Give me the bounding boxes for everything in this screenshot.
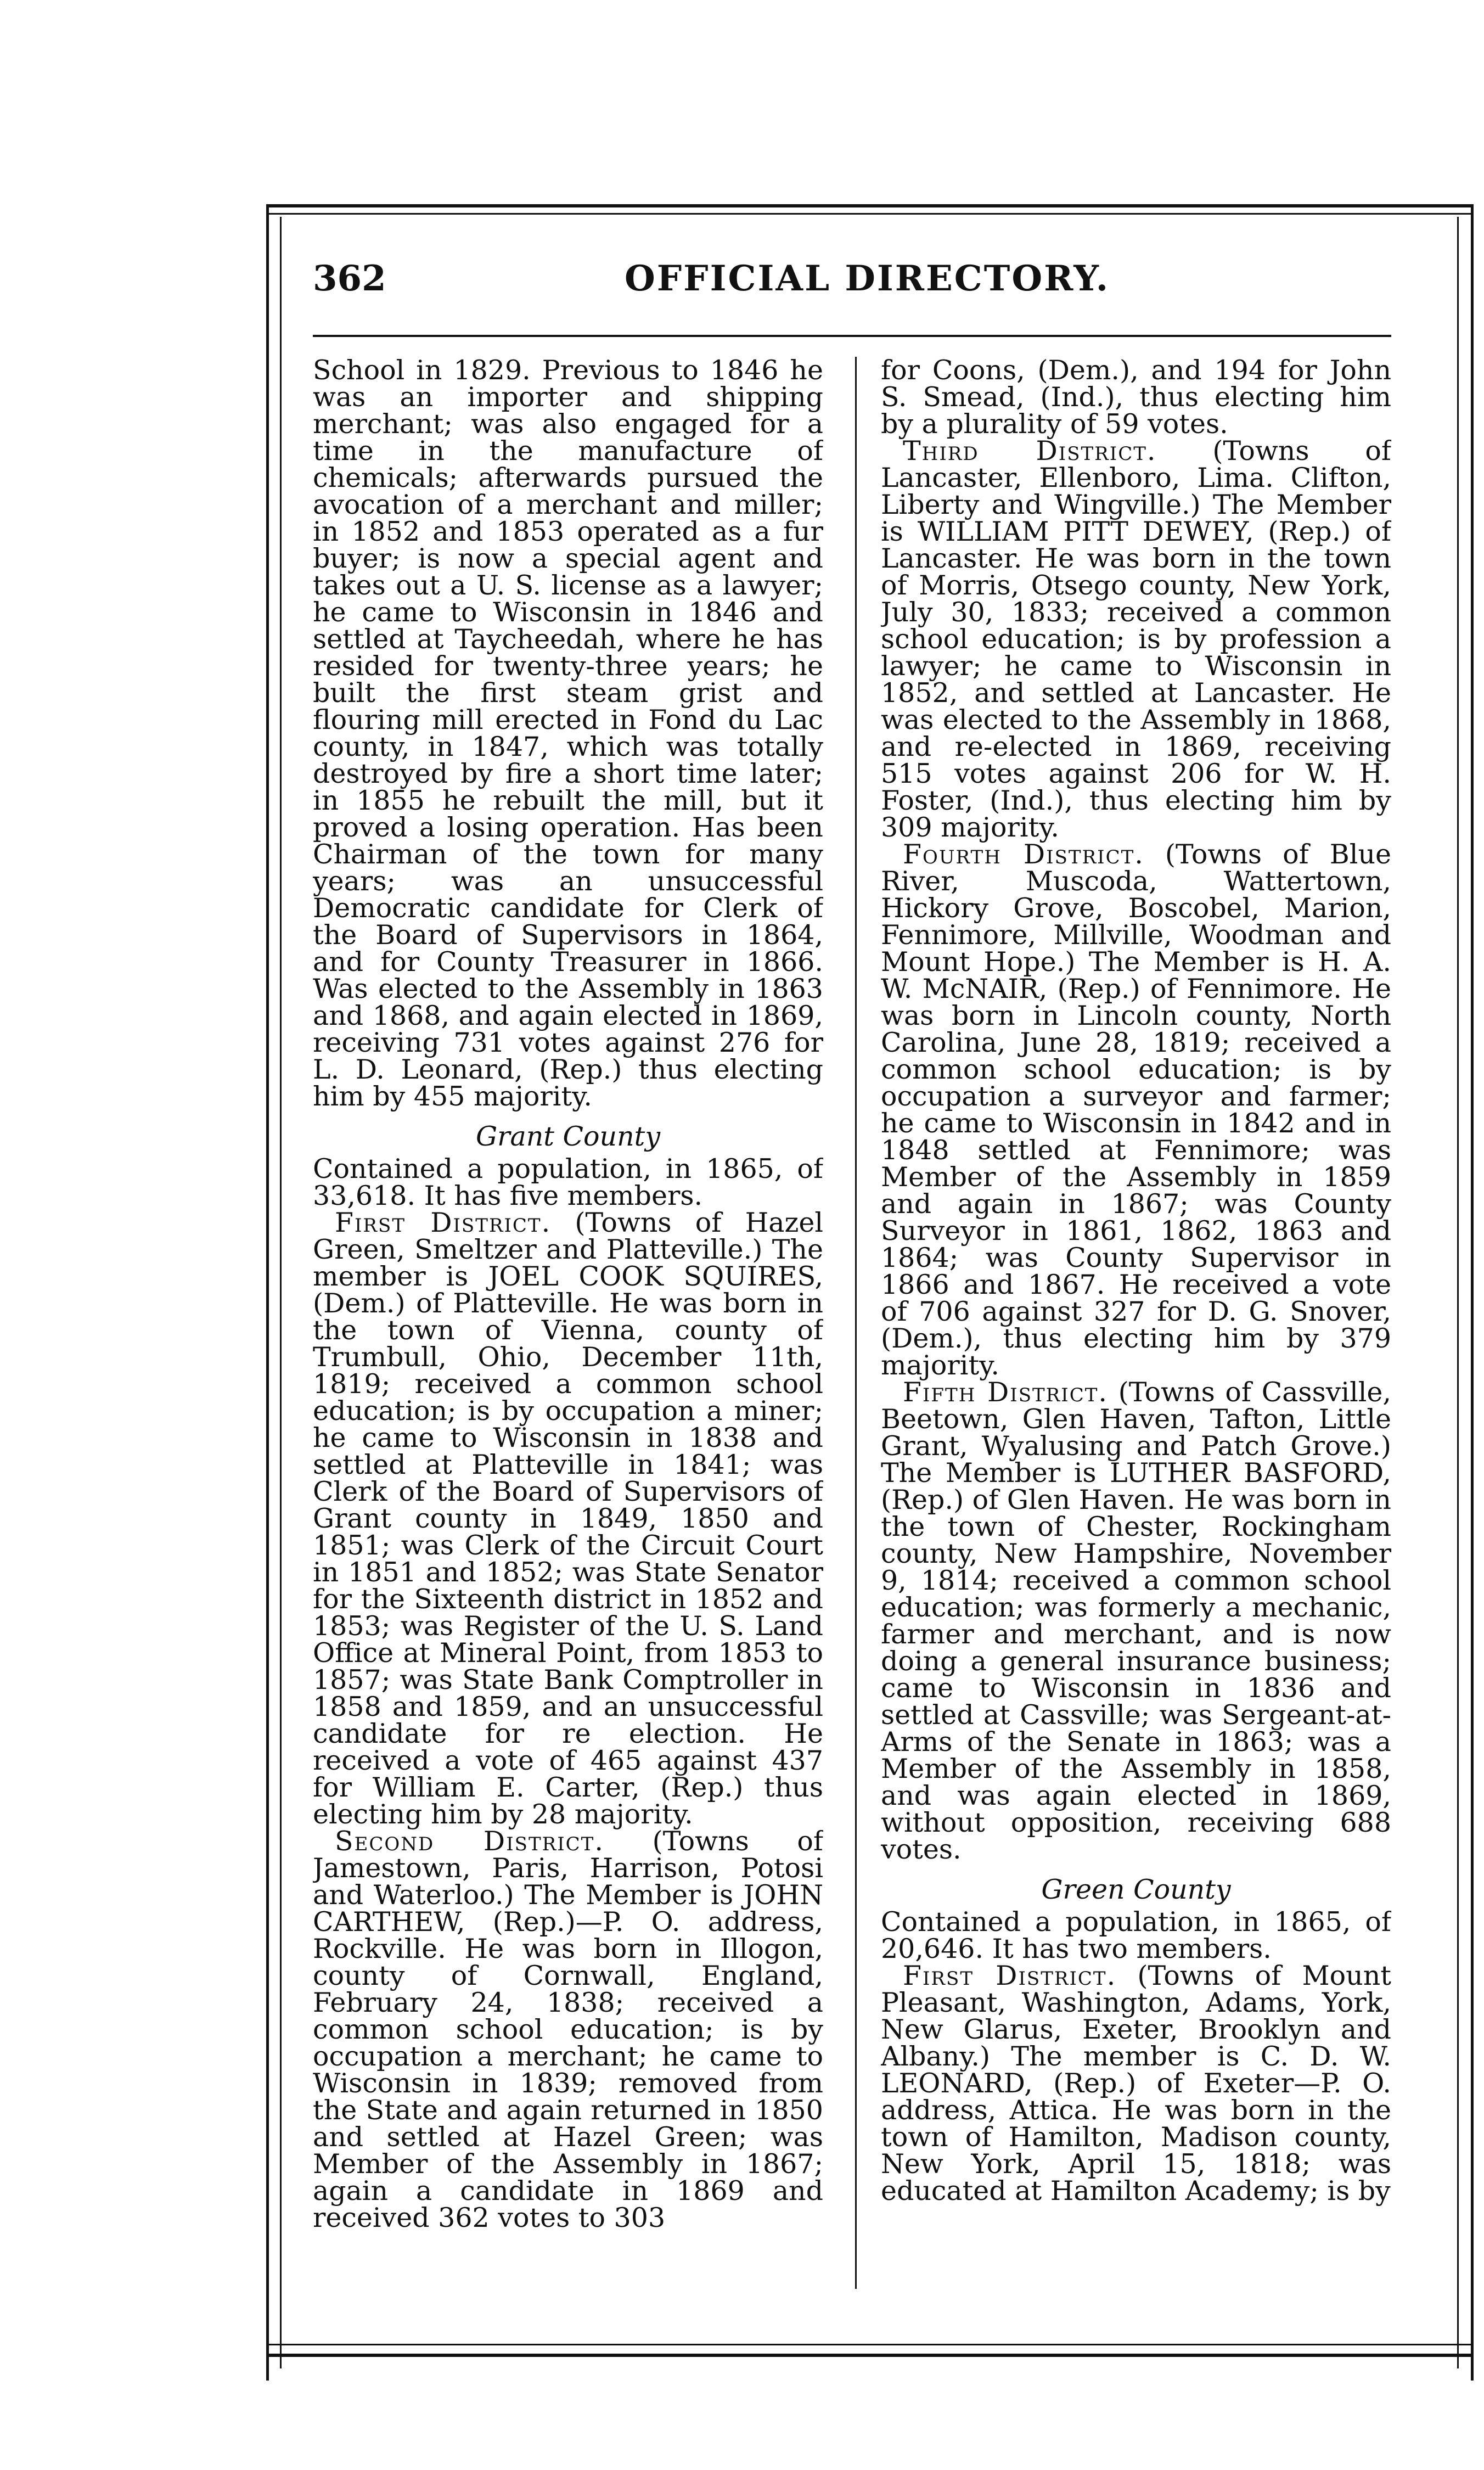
bottom-double-rule-thick xyxy=(266,2354,1474,2357)
green-first-district xyxy=(881,1960,1391,2207)
district-label: Fifth District. xyxy=(903,1377,1108,1408)
left-border-inner xyxy=(280,217,282,2368)
county-heading-green: Green County xyxy=(1041,1874,1231,1905)
grant-fifth-district xyxy=(881,1379,1391,1863)
bottom-double-rule-thin xyxy=(266,2344,1474,2345)
district-text: (Towns of Lancaster, Ellenboro, Lima. Clifton, Liberty and Wingville.) The Member is WILLIAM PITT DEWEY, (Rep.) of Lancaster. He was born in the town of Morris, Otsego county, New York, July 30, 1833; received a common school education; is by profession a lawyer; he came to Wisconsin in 1852, and settled at Lancaster. He was elected to the Assembly in 1868, and re-elected in 1869, receiving 515 votes against 206 for W. H. Foster, (Ind.), thus electing him by 309 majority. xyxy=(881,435,1391,843)
green-population: Contained a population, in 1865, of 20,646. It has two members. xyxy=(881,1906,1391,1964)
continued-biography: School in 1829. Previous to 1846 he was an importer and shipping merchant; was also engaged for a time in the manufacture of chemicals; afterwards pursued the avocation of a merchant and miller; in 1852 and 1853 operated as a fur buyer; is now a special agent and takes out a U. S. license as a lawyer; he came to Wisconsin in 1846 and settled at Taycheedah, where he has resided for twenty-three years; he built the first steam grist and flouring mill erected in Fond du Lac county, in 1847, which was totally destroyed by fire a short time later; in 1855 he rebuilt the mill, but it proved a losing operation. Has been Chairman of the town for many years; was an unsuccessful Democratic candidate for Clerk of the Board of Supervisors in 1864, and for County Treasurer in 1866. Was elected to the Assembly in 1863 and 1868, and again elected in 1869, receiving 731 votes against 276 for L. D. Leonard, (Rep.) thus electing him by 455 majority. xyxy=(313,357,823,1112)
left-column xyxy=(313,357,823,2278)
right-column xyxy=(881,357,1391,2278)
district-text: (Towns of Hazel Green, Smeltzer and Platteville.) The member is JOEL COOK SQUIRES, (Dem.) of Platteville. He was born in the town of Vienna, county of Trumbull, Ohio, December 11th, 1819; received a common school education; is by occupation a miner; he came to Wisconsin in 1838 and settled at Platteville in 1841; was Clerk of the Board of Supervisors of Grant county in 1849, 1850 and 1851; was Clerk of the Circuit Court in 1851 and 1852; was State Senator for the Sixteenth district in 1852 and 1853; was Register of the U. S. Land Office at Mineral Point, from 1853 to 1857; was State Bank Comptroller in 1858 and 1859, and an unsuccessful candidate for re election. He received a vote of 465 against 437 for William E. Carter, (Rep.) thus electing him by 28 majority. xyxy=(313,1207,823,1830)
page-number: 362 xyxy=(313,258,386,299)
district-text: (Towns of Mount Pleasant, Washington, Adams, York, New Glarus, Exeter, Brooklyn and Albany.) The member is C. D. W. LEONARD, (Rep.) of Exeter—P. O. address, Attica. He was born in the town of Hamilton, Madison county, New York, April 15, 1818; was educated at Hamilton Academy; is by xyxy=(881,1960,1391,2207)
district-label: Second District. xyxy=(335,1826,604,1857)
district-label: Third District. xyxy=(903,435,1157,467)
header-rule xyxy=(313,335,1391,337)
right-border xyxy=(1471,204,1474,2381)
county-heading-grant: Grant County xyxy=(475,1121,661,1152)
left-border xyxy=(266,204,269,2381)
right-border-inner xyxy=(1457,217,1459,2368)
district-label: First District. xyxy=(335,1207,552,1238)
page-header xyxy=(307,258,1427,324)
grant-population: Contained a population, in 1865, of 33,618. It has five members. xyxy=(313,1153,823,1211)
grant-fourth-district xyxy=(881,841,1391,1379)
district-text: (Towns of Blue River, Muscoda, Wattertown, Hickory Grove, Boscobel, Marion, Fennimore, Millville, Woodman and Mount Hope.) The Member is H. A. W. McNAIR, (Rep.) of Fennimore. He was born in Lincoln county, North Carolina, June 28, 1819; received a common school education; is by occupation a surveyor and farmer; he came to Wisconsin in 1842 and in 1848 settled at Fennimore; was Member of the Assembly in 1859 and again in 1867; was County Surveyor in 1861, 1862, 1863 and 1864; was County Supervisor in 1866 and 1867. He received a vote of 706 against 327 for D. G. Snover, (Dem.), thus electing him by 379 majority. xyxy=(881,839,1391,1381)
district-text: (Towns of Cassville, Beetown, Glen Haven, Tafton, Little Grant, Wyalusing and Patch Grove.) The Member is LUTHER BASFORD, (Rep.) of Glen Haven. He was born in the town of Chester, Rockingham county, New Hampshire, November 9, 1814; received a common school education; was formerly a mechanic, farmer and merchant, and is now doing a general insurance business; came to Wisconsin in 1836 and settled at Cassville; was Sergeant-at-Arms of the Senate in 1863; was a Member of the Assembly in 1858, and was again elected in 1869, without opposition, receiving 688 votes. xyxy=(881,1377,1391,1865)
grant-third-district xyxy=(881,437,1391,841)
district-text: (Towns of Jamestown, Paris, Harrison, Potosi and Waterloo.) The Member is JOHN CARTHEW, (Rep.)—P. O. address, Rockville. He was born in Illogon, county of Cornwall, England, February 24, 1838; received a common school education; is by occupation a merchant; he came to Wisconsin in 1839; removed from the State and again returned in 1850 and settled at Hazel Green; was Member of the Assembly in 1867; again a candidate in 1869 and received 362 votes to 303 xyxy=(313,1826,823,2233)
district-label: First District. xyxy=(903,1960,1117,1991)
column-divider xyxy=(855,357,857,2289)
district-label: Fourth District. xyxy=(903,839,1144,870)
continued-election-text: for Coons, (Dem.), and 194 for John S. Smead, (Ind.), thus electing him by a plurality of 59 votes. xyxy=(881,357,1391,440)
grant-second-district xyxy=(313,1828,823,2231)
running-head: OFFICIAL DIRECTORY. xyxy=(624,258,1110,299)
grant-first-district xyxy=(313,1209,823,1828)
